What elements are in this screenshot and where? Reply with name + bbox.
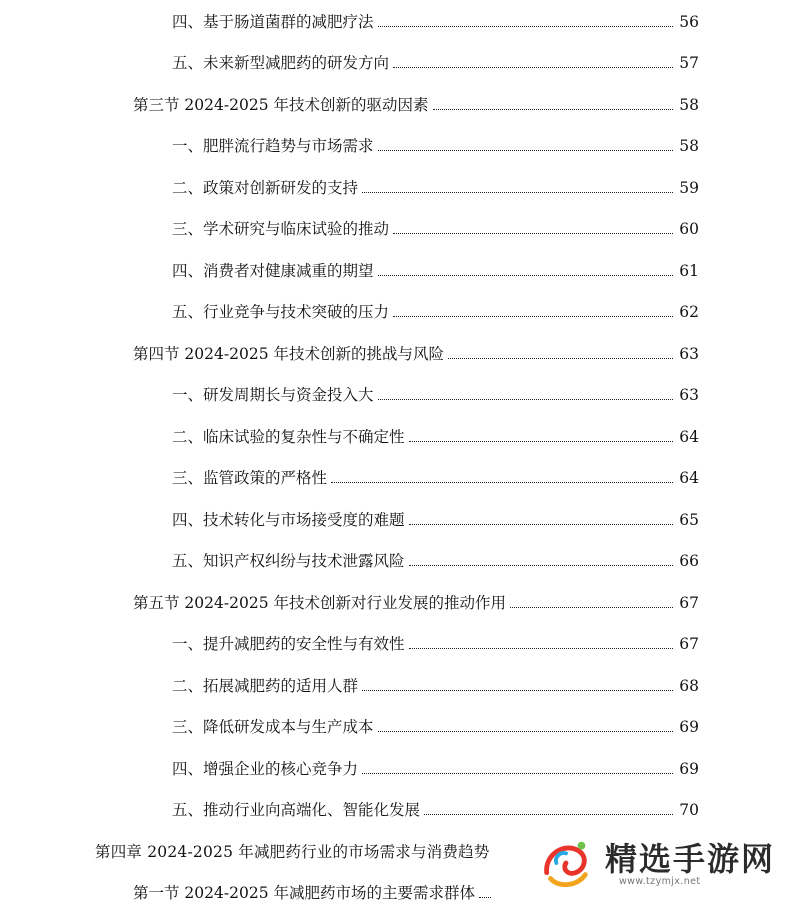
dot-leader xyxy=(378,730,674,732)
dot-leader xyxy=(362,191,673,193)
toc-entry[interactable] xyxy=(172,6,699,32)
toc-entry-page: 59 xyxy=(679,179,699,197)
toc-entry-label: 五、推动行业向高端化、智能化发展 xyxy=(172,801,421,819)
toc-entry[interactable] xyxy=(133,877,553,903)
toc-entry-label: 三、监管政策的严格性 xyxy=(172,469,328,487)
toc-entry-label: 四、消费者对健康减重的期望 xyxy=(172,262,374,280)
toc-chapter-entry[interactable] xyxy=(95,836,555,862)
site-watermark xyxy=(529,828,787,898)
toc-entry-label: 二、政策对创新研发的支持 xyxy=(172,179,359,197)
toc-entry-label: 四、增强企业的核心竞争力 xyxy=(172,760,359,778)
dot-leader xyxy=(409,523,674,525)
toc-entry-label: 第五节 2024-2025 年技术创新对行业发展的推动作用 xyxy=(133,594,506,612)
toc-entry-page: 66 xyxy=(679,552,699,570)
toc-entry-label: 三、学术研究与临床试验的推动 xyxy=(172,220,390,238)
toc-entry[interactable] xyxy=(172,379,699,405)
toc-entry[interactable] xyxy=(133,89,699,115)
toc-entry[interactable] xyxy=(172,296,699,322)
toc-entry-page: 63 xyxy=(679,345,699,363)
dot-leader xyxy=(378,25,674,27)
toc-entry[interactable] xyxy=(172,462,699,488)
toc-entry[interactable] xyxy=(172,47,699,73)
toc-entry-page: 63 xyxy=(679,386,699,404)
toc-entry-page: 67 xyxy=(679,594,699,612)
dot-leader xyxy=(409,647,674,649)
toc-entry-label: 第三节 2024-2025 年技术创新的驱动因素 xyxy=(133,96,429,114)
toc-entry[interactable] xyxy=(133,587,699,613)
toc-entry-page: 56 xyxy=(679,13,699,31)
dot-leader xyxy=(448,357,673,359)
toc-entry[interactable] xyxy=(172,670,699,696)
dot-leader xyxy=(409,564,674,566)
toc-entry[interactable] xyxy=(172,421,699,447)
toc-entry-page: 64 xyxy=(679,469,699,487)
toc-entry-label: 五、未来新型减肥药的研发方向 xyxy=(172,54,390,72)
toc-entry-page: 69 xyxy=(679,718,699,736)
toc-entry-label: 一、肥胖流行趋势与市场需求 xyxy=(172,137,374,155)
dot-leader xyxy=(409,440,674,442)
toc-entry[interactable] xyxy=(172,545,699,571)
toc-entry[interactable] xyxy=(172,753,699,779)
dot-leader xyxy=(331,481,673,483)
toc-entry[interactable] xyxy=(133,338,699,364)
dot-leader xyxy=(393,66,673,68)
toc-entry[interactable] xyxy=(172,794,699,820)
toc-entry-page: 61 xyxy=(679,262,699,280)
toc-entry-page: 57 xyxy=(679,54,699,72)
toc-entry[interactable] xyxy=(172,504,699,530)
toc-entry-page: 60 xyxy=(679,220,699,238)
dot-leader xyxy=(393,315,673,317)
dot-leader xyxy=(424,813,673,815)
dot-leader xyxy=(510,606,673,608)
toc-entry-page: 70 xyxy=(679,801,699,819)
toc-entry-label: 四、技术转化与市场接受度的难题 xyxy=(172,511,405,529)
toc-entry-page: 67 xyxy=(679,635,699,653)
toc-entry-page: 58 xyxy=(679,96,699,114)
toc-entry[interactable] xyxy=(172,711,699,737)
toc-entry-page: 69 xyxy=(679,760,699,778)
dot-leader xyxy=(378,398,674,400)
toc-entry-label: 一、研发周期长与资金投入大 xyxy=(172,386,374,404)
toc-entry[interactable] xyxy=(172,628,699,654)
toc-entry-label: 第四章 2024-2025 年减肥药行业的市场需求与消费趋势 xyxy=(95,843,490,861)
toc-entry-page: 68 xyxy=(679,677,699,695)
dot-leader xyxy=(378,149,674,151)
toc-entry-label: 一、提升减肥药的安全性与有效性 xyxy=(172,635,405,653)
toc-entry-label: 第四节 2024-2025 年技术创新的挑战与风险 xyxy=(133,345,444,363)
dot-leader xyxy=(362,772,673,774)
toc-entry[interactable] xyxy=(172,213,699,239)
swirl-logo-icon xyxy=(537,834,595,892)
toc-entry-page: 65 xyxy=(679,511,699,529)
toc-entry-label: 五、知识产权纠纷与技术泄露风险 xyxy=(172,552,405,570)
dot-leader xyxy=(378,274,674,276)
toc-entry-page: 64 xyxy=(679,428,699,446)
dot-leader xyxy=(393,232,673,234)
dot-leader xyxy=(479,896,491,898)
dot-leader xyxy=(433,108,674,110)
toc-entry-label: 三、降低研发成本与生产成本 xyxy=(172,718,374,736)
watermark-title: 精选手游网 xyxy=(605,840,776,878)
toc-entry[interactable] xyxy=(172,130,699,156)
toc-entry-page: 58 xyxy=(679,137,699,155)
toc-entry-label: 四、基于肠道菌群的减肥疗法 xyxy=(172,13,374,31)
watermark-url: www.tzymjx.net xyxy=(619,876,701,887)
toc-entry-label: 二、临床试验的复杂性与不确定性 xyxy=(172,428,405,446)
toc-entry[interactable] xyxy=(172,255,699,281)
toc-entry-page: 62 xyxy=(679,303,699,321)
toc-entry-label: 五、行业竞争与技术突破的压力 xyxy=(172,303,390,321)
dot-leader xyxy=(362,689,673,691)
toc-entry-label: 二、拓展减肥药的适用人群 xyxy=(172,677,359,695)
toc-entry-label: 第一节 2024-2025 年减肥药市场的主要需求群体 xyxy=(133,884,475,902)
toc-entry[interactable] xyxy=(172,172,699,198)
